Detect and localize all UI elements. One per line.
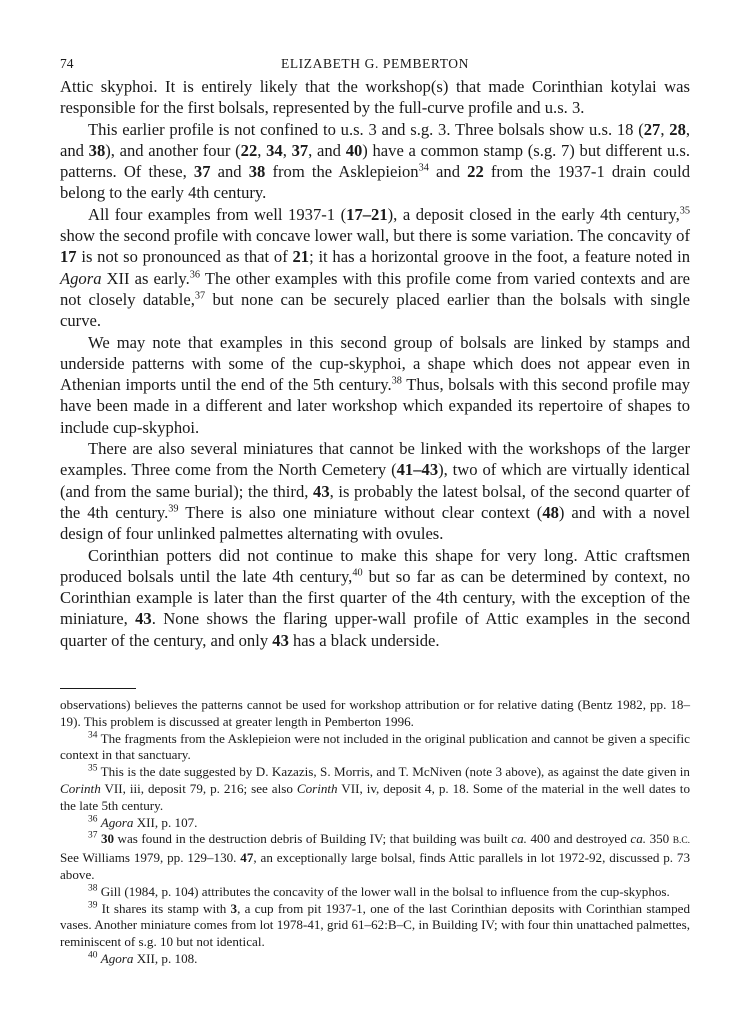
footnotes	[60, 697, 690, 968]
cat-number: 38	[88, 140, 106, 160]
cat-number: 34	[266, 140, 283, 160]
cat-number: 17–21	[346, 204, 388, 224]
footnote-ref-37[interactable]: 37	[194, 290, 206, 302]
footnote-39: $^{39}$ It shares its stamp with 3, a cup from pit 1937-1, one of the last Corinthian deposits with Corinthian stamped vases. Another miniature comes from lot 1978-41, grid 61–62:B–C, in Building IV; with four thin unattached palmettes, reminiscent of s.g. 10 but not identical.	[60, 900, 690, 950]
cat-number: 43	[272, 630, 289, 650]
cat-number: 48	[542, 502, 559, 522]
body-text	[60, 76, 690, 651]
cat-number: 22	[240, 140, 258, 160]
paragraph-6: Corinthian potters did not continue to make this shape for very long. Attic craftsmen produced bolsals until the late 4th century,$^{40}$ but so far as can be determined by context, no Corinthian example is later than the first quarter of the 4th century, with the exception of the miniature, 43. None shows the flaring upper-wall profile of Attic examples in the second quarter of the century, and only 43 has a black underside.	[60, 545, 690, 650]
paragraph-5: There are also several miniatures that cannot be linked with the workshops of the larger examples. Three come from the North Cemetery (41–43), two of which are virtually identical (and from the same burial); the third, 43, is probably the latest bolsal, of the second quarter of the 4th century.$^{39}$ There is also one miniature without clear context (48) and with a novel design of four unlinked palmettes alternating with ovules.	[60, 439, 691, 544]
cat-number: 41–43	[396, 460, 439, 480]
page	[60, 50, 690, 968]
footnote-continuation: observations) believes the patterns cannot be used for workshop attribution or for relative dating (Bentz 1982, pp. 18–19). This problem is discussed at greater length in Pemberton 1996.	[60, 697, 690, 729]
cat-number: 43	[313, 481, 330, 501]
cat-number: 28	[669, 119, 686, 139]
paragraph-3: All four examples from well 1937-1 (17–21), a deposit closed in the early 4th century,$^{35}$ show the second profile with concave lower wall, but there is some variation. The concavity of 17 is not so pronounced as that of 21; it has a horizontal groove in the foot, a feature noted in Agora XII as early.$^{36}$ The other examples with this profile come from varied contexts and are not closely datable,$^{37}$ but none can be securely placed earlier than the bolsals with single curve.	[60, 204, 690, 331]
cat-number: 22	[467, 162, 484, 182]
paragraph-2: This earlier profile is not confined to u.s. 3 and s.g. 3. Three bolsals show u.s. 18 (27, 28, and 38), and another four (22, 34, 37, and 40) have a common stamp (s.g. 7) but different u.s. patterns. Of these, 37 and 38 from the Asklepieion$^{34}$ and 22 from the 1937-1 drain could belong to the early 4th century.	[60, 119, 691, 203]
footnote-37: $^{37}$ 30 was found in the destruction debris of Building IV; that building was built ca. 400 and destroyed ca. 350 B.C. See Williams 1979, pp. 129–130. 47, an exceptionally large bolsal, finds Attic parallels in lot 1972-92, discussed p. 73 above.	[60, 831, 690, 882]
paragraph-1: Attic skyphoi. It is entirely likely that the workshop(s) that made Corinthian kotylai was responsible for the first bolsals, represented by the full-curve profile and u.s. 3.	[60, 77, 690, 118]
cat-number: 27	[643, 119, 661, 139]
footnote-ref-35[interactable]: 35	[679, 205, 690, 217]
footnote-36: $^{36}$ Agora XII, p. 107.	[88, 814, 198, 830]
footnote-ref-39[interactable]: 39	[168, 503, 179, 515]
footnote-35: $^{35}$ This is the date suggested by D. Kazazis, S. Morris, and T. McNiven (note 3 above), as against the date given in Corinth VII, iii, deposit 79, p. 216; see also Corinth VII, iv, deposit 4, p. 18. Some of the material in the well dates to the late 5th century.	[60, 763, 690, 813]
footnote-ref-34[interactable]: 34	[418, 162, 429, 174]
cat-number: 43	[135, 609, 152, 629]
footnote-ref-40[interactable]: 40	[352, 567, 363, 579]
running-header	[60, 50, 690, 76]
page-number: 74	[60, 56, 74, 71]
footnote-40: $^{40}$ Agora XII, p. 108.	[88, 950, 198, 966]
cat-number: 38	[248, 162, 266, 182]
footnote-ref-36[interactable]: 36	[189, 269, 201, 281]
footnote-divider	[60, 688, 136, 689]
cat-number: 17	[60, 247, 77, 267]
footnote-ref-38[interactable]: 38	[391, 375, 402, 387]
running-title: ELIZABETH G. PEMBERTON	[280, 56, 469, 71]
cat-number: 21	[292, 247, 310, 267]
cat-number: 40	[345, 140, 363, 160]
footnote-38: $^{38}$ Gill (1984, p. 104) attributes the concavity of the lower wall in the bolsal to influence from the cup-skyphos.	[88, 883, 670, 899]
footnote-34: $^{34}$ The fragments from the Asklepieion were not included in the original publication and cannot be given a specific context in that sanctuary.	[60, 730, 690, 763]
cat-number: 37	[291, 140, 309, 160]
cat-number: 37	[193, 162, 211, 182]
paragraph-4: We may note that examples in this second group of bolsals are linked by stamps and underside patterns with some of the cup-skyphoi, a shape which does not appear even in Athenian imports until the end of the 5th century.$^{38}$ Thus, bolsals with this second profile may have been made in a different and later workshop which expanded its repertoire of shapes to include cup-skyphoi.	[60, 332, 691, 437]
title-italic: Agora	[60, 268, 102, 288]
